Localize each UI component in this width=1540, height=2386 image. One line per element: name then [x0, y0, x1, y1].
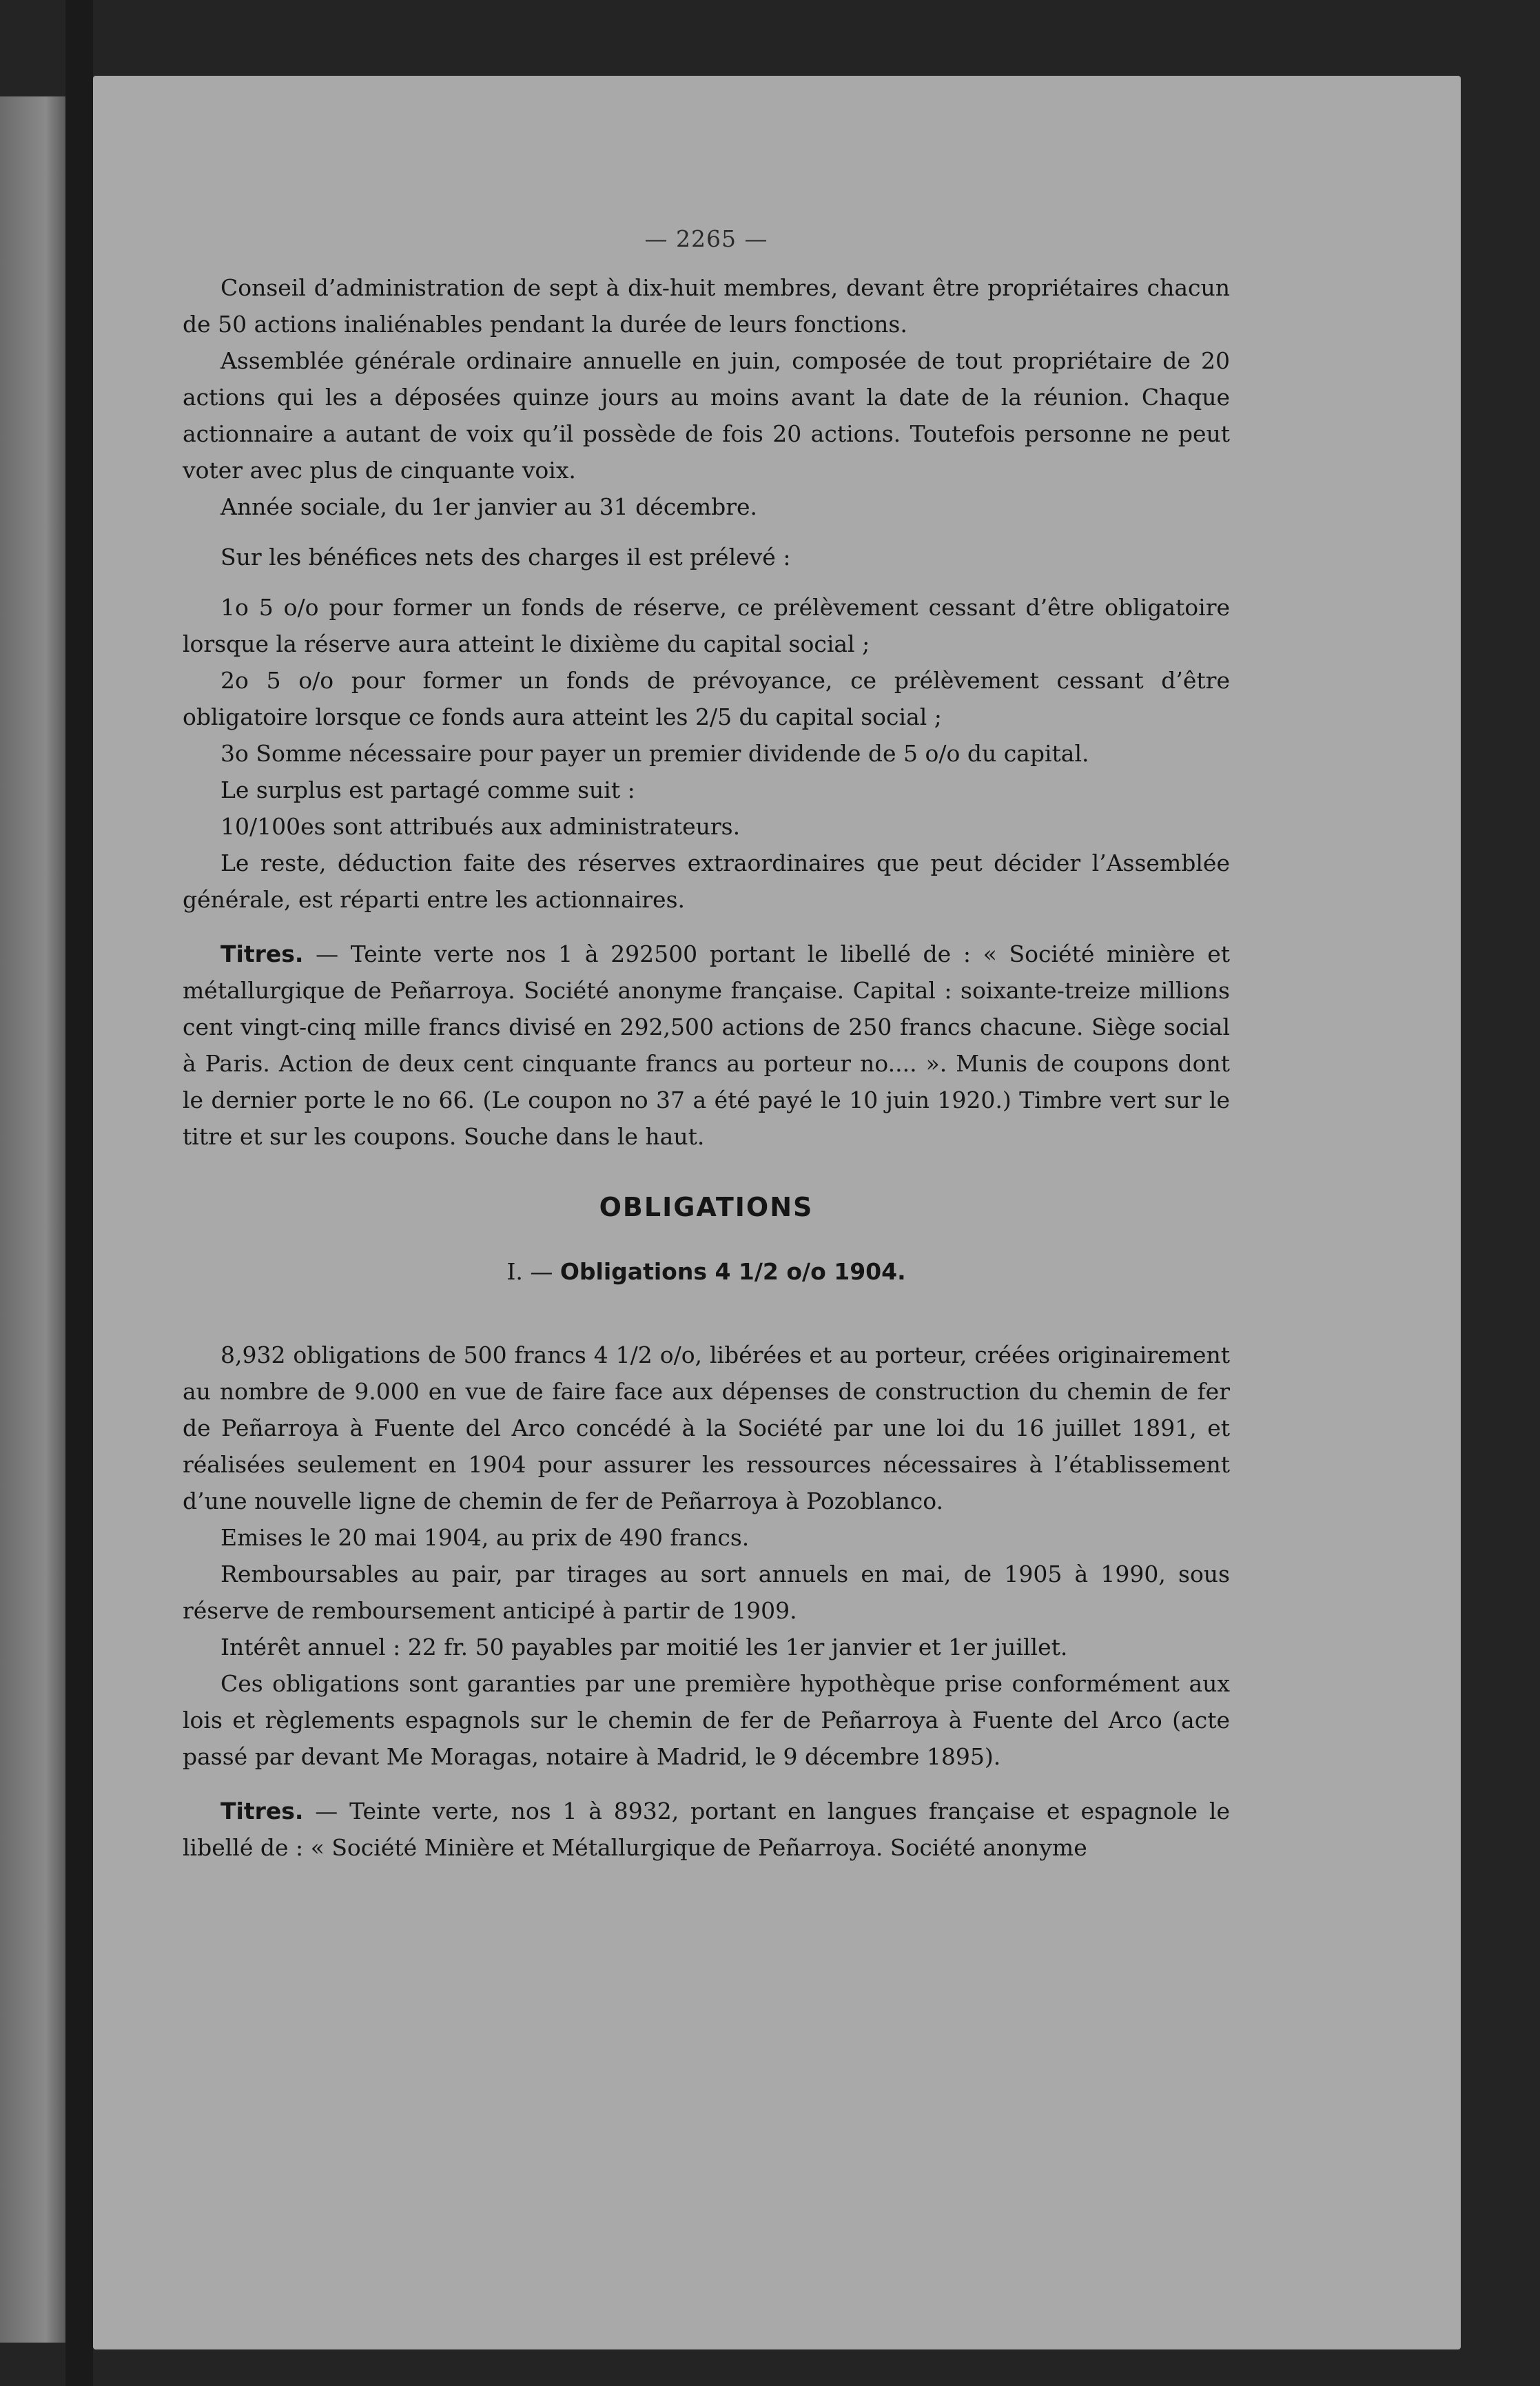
page-text: [183, 220, 1230, 1866]
paragraph-remboursables: Remboursables au pair, par tirages au sort annuels en mai, de 1905 à 1990, sous réserve de remboursement anticipé à partir de 1909.: [183, 1561, 1230, 1624]
paragraph-garanties: Ces obligations sont garanties par une première hypothèque prise conformément aux lois et règlements espagnols sur le chemin de fer de Peñarroya à Fuente del Arco (acte passé par devant Me Moragas, notaire à Madrid, le 9 décembre 1895).: [183, 1670, 1230, 1770]
subsection-name: Obligations 4 1/2 o/o 1904.: [559, 1258, 906, 1285]
paragraph-prevoyance: 2o 5 o/o pour former un fonds de prévoyance, ce prélèvement cessant d’être obligatoire lorsque ce fonds aura atteint les 2/5 du capital social ;: [183, 667, 1230, 730]
paragraph-reste: Le reste, déduction faite des réserves extraordinaires que peut décider l’Assemblée générale, est réparti entre les actionnaires.: [183, 850, 1230, 913]
titres-lead: Titres.: [220, 940, 304, 967]
paragraph-conseil: Conseil d’administration de sept à dix-huit membres, devant être propriétaires chacun de 50 actions inaliénables pendant la durée de leurs fonctions.: [183, 274, 1230, 338]
paragraph-reserve: 1o 5 o/o pour former un fonds de réserve, ce prélèvement cessant d’être obligatoire lorsque la réserve aura atteint le dixième du capital social ;: [183, 594, 1230, 657]
page-number: — 2265 —: [644, 225, 768, 252]
paragraph-interet: Intérêt annuel : 22 fr. 50 payables par moitié les 1er janvier et 1er juillet.: [220, 1634, 1068, 1660]
book-gutter: [65, 0, 93, 2386]
subsection-title: [183, 1253, 1230, 1290]
paragraph-emises: Emises le 20 mai 1904, au prix de 490 francs.: [220, 1524, 750, 1551]
subsection-prefix: I. —: [506, 1258, 560, 1285]
paragraph-surplus: Le surplus est partagé comme suit :: [220, 777, 635, 803]
paragraph-dividende: 3o Somme nécessaire pour payer un premier dividende de 5 o/o du capital.: [220, 740, 1089, 767]
paragraph-assemblee: Assemblée générale ordinaire annuelle en juin, composée de tout propriétaire de 20 actions qui les a déposées quinze jours au moins avant la date de la réunion. Chaque actionnaire a autant de voix qu’il possède de fois 20 actions. Toutefois personne ne peut voter avec plus de cinquante voix.: [183, 347, 1230, 484]
paragraph-benefices: Sur les bénéfices nets des charges il est prélevé :: [220, 544, 791, 570]
paragraph-titres-obligations: [183, 1793, 1230, 1866]
paragraph-obligations: 8,932 obligations de 500 francs 4 1/2 o/o, libérées et au porteur, créées originairement au nombre de 9.000 en vue de faire face aux dépenses de construction du chemin de fer de Peñarroya à Fuente del Arco concédé à la Société par une loi du 16 juillet 1891, et réalisées seulement en 1904 pour assurer les ressources nécessaires à l’établissement d’une nouvelle ligne de chemin de fer de Peñarroya à Pozoblanco.: [183, 1341, 1230, 1514]
titres2-lead: Titres.: [220, 1798, 304, 1824]
titres-text: — Teinte verte nos 1 à 292500 portant le libellé de : « Société minière et métallurgique de Peñarroya. Société anonyme française. Capital : soixante-treize millions cent vingt-cinq mille francs divisé en 292,500 actions de 250 francs chacune. Siège social à Paris. Action de deux cent cinquante francs au porteur no.... ». Munis de coupons dont le dernier porte le no 66. (Le coupon no 37 a été payé le 10 juin 1920.) Timbre vert sur le titre et sur les coupons. Souche dans le haut.: [183, 940, 1230, 1150]
paragraph-administrateurs: 10/100es sont attribués aux administrateurs.: [220, 813, 741, 840]
adjacent-page-edge: [0, 96, 65, 2343]
section-title: OBLIGATIONS: [599, 1192, 814, 1222]
paragraph-titres-actions: [183, 936, 1230, 1155]
paragraph-annee-sociale: Année sociale, du 1er janvier au 31 décembre.: [220, 493, 758, 520]
titres2-text: — Teinte verte, nos 1 à 8932, portant en langues française et espagnole le libellé de : « Société Minière et Métallurgique de Peñarroya. Société anonyme: [183, 1798, 1230, 1861]
